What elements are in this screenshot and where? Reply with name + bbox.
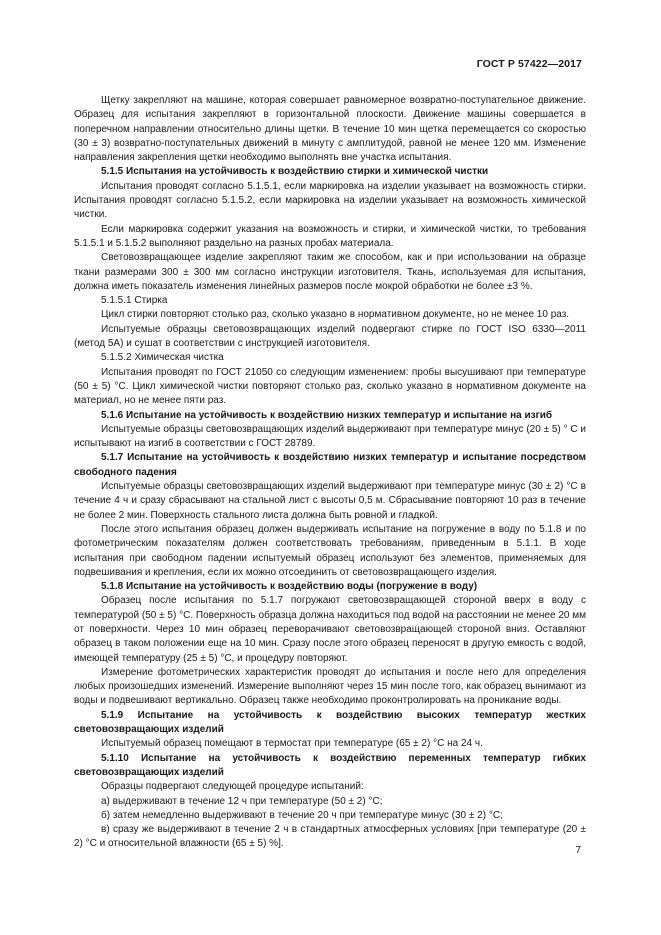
body-paragraph: Цикл стирки повторяют столько раз, сколько указано в нормативном документе, но не менее 10 раз.: [101, 309, 570, 321]
body-paragraph: Если маркировка содержит указания на возможность и стирки, и химической чистки, то требования 5.1.5.1 и 5.1.5.2 выполняют раздельно на разных пробах материала.: [74, 223, 586, 249]
body-paragraph: Измерение фотометрических характеристик проводят до испытания и после него для определения любых произошедших изменений. Измерение выполняют через 15 мин после того, как образец вынимают из воды и подвешивают вертикально. Образец также необходимо проконтролировать на проникание воды.: [74, 666, 586, 707]
body-paragraph: Щетку закрепляют на машине, которая совершает равномерное возвратно-поступательное движение. Образец для испытания закрепляют в горизонтальной плоскости. Движение машины совершается в поперечном направлении относительно длины щетки. В течение 10 мин щетка перемещается со скоростью (30 ± 3) возвратно-поступательных движений в минуту с амплитудой, равной не менее 120 мм. Изменение направления закрепления щетки необходимо выполнять вне участка испытания.: [74, 95, 586, 164]
section-heading: 5.1.10 Испытание на устойчивость к воздействию переменных температур гибких световозвращающих изделий: [74, 752, 586, 778]
body-paragraph: Образцы подвергают следующей процедуре испытаний:: [101, 781, 364, 793]
section-heading: 5.1.8 Испытание на устойчивость к воздействию воды (погружение в воду): [101, 581, 478, 593]
subsection-heading: 5.1.5.1 Стирка: [101, 295, 168, 307]
body-paragraph: Испытуемые образцы световозвращающих изделий выдерживают при температуре минус (30 ± 2) °С в течение 4 ч и сразу сбрасывают на стальной лист с высоты 0,5 м. Сбрасывание повторяют 10 раз в течение не более 2 мин. Поверхность стального листа должна быть ровной и гладкой.: [74, 481, 586, 521]
document-body: [74, 94, 586, 852]
document-header: ГОСТ Р 57422—2017: [476, 58, 582, 70]
body-paragraph: Образец после испытания по 5.1.7 погружают световозвращающей стороной вверх в воду с температурой (50 ± 5) °С. Поверхность образца должна находиться под водой на расстоянии не менее 20 мм от поверхности. Через 10 мин образец переворачивают световозвращающей стороной вниз. Оставляют образец в таком положении еще на 10 мин. Сразу после этого образец переносят в другую емкость с водой, имеющей температуру (25 ± 5) °С, и процедуру повторяют.: [74, 595, 586, 664]
section-heading: 5.1.9 Испытание на устойчивость к воздействию высоких температур жестких световозвращающих изделий: [74, 709, 586, 736]
body-paragraph: Испытуемый образец помещают в термостат при температуре (65 ± 2) °С на 24 ч.: [101, 738, 483, 750]
section-heading: 5.1.7 Испытание на устойчивость к воздействию низких температур и испытание посредством свободного падения: [74, 452, 586, 478]
body-paragraph: Испытания проводят согласно 5.1.5.1, если маркировка на изделии указывает на возможность стирки. Испытания проводят согласно 5.1.5.2, если маркировка на изделии указывает на возможность химической чистки.: [74, 180, 586, 221]
body-paragraph: Испытуемые образцы световозвращающих изделий подвергают стирке по ГОСТ ISO 6330—2011 (метод 5А) и сушат в соответствии с инструкцией изготовителя.: [74, 323, 586, 350]
section-heading: 5.1.6 Испытание на устойчивость к воздействию низких температур и испытание на изгиб: [101, 409, 553, 421]
subsection-heading: 5.1.5.2 Химическая чистка: [101, 352, 224, 364]
body-paragraph: б) затем немедленно выдерживают в течение 20 ч при температуре минус (30 ± 2) °С;: [101, 809, 503, 821]
body-paragraph: в) сразу же выдерживают в течение 2 ч в стандартных атмосферных условиях [при температуре (20 ± 2) °С и относительной влажности (65 ± 5) %].: [74, 824, 586, 850]
body-paragraph: Световозвращающее изделие закрепляют таким же способом, как и при использовании на образце ткани размерами 300 ± 300 мм согласно инструкции изготовителя. Ткань, используемая для испытания, должна иметь показатель изменения линейных размеров после мокрой обработки не более ±3 %.: [74, 252, 586, 292]
body-paragraph: а) выдерживают в течение 12 ч при температуре (50 ± 2) °С;: [101, 795, 383, 807]
body-paragraph: Испытуемые образцы световозвращающих изделий выдерживают при температуре минус (20 ± 5) ° С и испытывают на изгиб в соответствии с ГОСТ 28789.: [74, 423, 586, 450]
page-number: 7: [575, 845, 581, 856]
body-paragraph: После этого испытания образец должен выдерживать испытание на погружение в воду по 5.1.8 и по фотометрическим показателям должен соответствовать требованиям, приведенным в 5.1.1. В ходе испытания при свободном падении испытуемый образец используют без элементов, применяемых для подвешивания и крепления, если их можно отсоединить от световозвращающего изделия.: [74, 523, 586, 578]
section-heading: 5.1.5 Испытания на устойчивость к воздействию стирки и химической чистки: [101, 166, 489, 178]
body-paragraph: Испытания проводят по ГОСТ 21050 со следующим изменением: пробы высушивают при температуре (50 ± 5) °С. Цикл химической чистки повторяют столько раз, сколько указано в нормативном документе на материал, но не менее пяти раз.: [74, 366, 586, 407]
